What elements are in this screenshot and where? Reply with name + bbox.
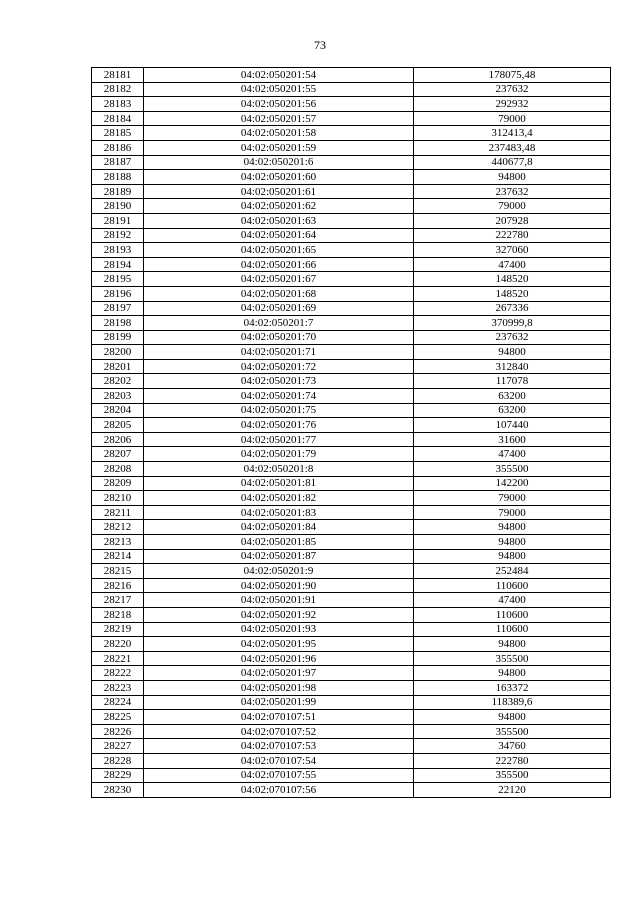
cadastral-number-cell: 04:02:050201:70: [144, 330, 414, 345]
table-row: [92, 68, 611, 83]
table-row: [92, 111, 611, 126]
row-index-cell: 28184: [92, 111, 144, 126]
table-row: [92, 622, 611, 637]
row-index-cell: 28203: [92, 389, 144, 404]
value-cell: 118389,6: [414, 695, 611, 710]
table-row: [92, 316, 611, 331]
cadastral-number-cell: 04:02:050201:81: [144, 476, 414, 491]
table-row: [92, 666, 611, 681]
value-cell: 207928: [414, 213, 611, 228]
value-cell: 237632: [414, 184, 611, 199]
table-row: [92, 462, 611, 477]
row-index-cell: 28189: [92, 184, 144, 199]
row-index-cell: 28186: [92, 140, 144, 155]
row-index-cell: 28213: [92, 535, 144, 550]
row-index-cell: 28215: [92, 564, 144, 579]
value-cell: 94800: [414, 535, 611, 550]
table-row: [92, 155, 611, 170]
row-index-cell: 28208: [92, 462, 144, 477]
cadastral-number-cell: 04:02:050201:56: [144, 97, 414, 112]
page-number: 73: [314, 38, 326, 52]
value-cell: 47400: [414, 447, 611, 462]
value-cell: 370999,8: [414, 316, 611, 331]
row-index-cell: 28207: [92, 447, 144, 462]
cadastral-number-cell: 04:02:050201:63: [144, 213, 414, 228]
value-cell: 94800: [414, 666, 611, 681]
value-cell: 31600: [414, 432, 611, 447]
table-row: [92, 389, 611, 404]
table-row: [92, 432, 611, 447]
table-row: [92, 505, 611, 520]
cadastral-number-cell: 04:02:050201:74: [144, 389, 414, 404]
row-index-cell: 28200: [92, 345, 144, 360]
cadastral-number-cell: 04:02:050201:83: [144, 505, 414, 520]
table-row: [92, 637, 611, 652]
cadastral-number-cell: 04:02:050201:75: [144, 403, 414, 418]
table-row: [92, 783, 611, 798]
value-cell: 237632: [414, 330, 611, 345]
cadastral-number-cell: 04:02:070107:54: [144, 753, 414, 768]
row-index-cell: 28191: [92, 213, 144, 228]
value-cell: 117078: [414, 374, 611, 389]
row-index-cell: 28197: [92, 301, 144, 316]
table-row: [92, 564, 611, 579]
table-row: [92, 753, 611, 768]
row-index-cell: 28218: [92, 607, 144, 622]
table-row: [92, 476, 611, 491]
cadastral-number-cell: 04:02:050201:84: [144, 520, 414, 535]
value-cell: 148520: [414, 272, 611, 287]
cadastral-number-cell: 04:02:050201:60: [144, 170, 414, 185]
cadastral-number-cell: 04:02:050201:67: [144, 272, 414, 287]
table-row: [92, 695, 611, 710]
value-cell: 79000: [414, 491, 611, 506]
cadastral-number-cell: 04:02:050201:6: [144, 155, 414, 170]
value-cell: 178075,48: [414, 68, 611, 83]
table-row: [92, 374, 611, 389]
table-row: [92, 243, 611, 258]
row-index-cell: 28227: [92, 739, 144, 754]
value-cell: 355500: [414, 651, 611, 666]
value-cell: 110600: [414, 578, 611, 593]
row-index-cell: 28187: [92, 155, 144, 170]
cadastral-number-cell: 04:02:050201:61: [144, 184, 414, 199]
value-cell: 222780: [414, 228, 611, 243]
cadastral-number-cell: 04:02:070107:53: [144, 739, 414, 754]
cadastral-number-cell: 04:02:070107:56: [144, 783, 414, 798]
value-cell: 94800: [414, 637, 611, 652]
table-row: [92, 97, 611, 112]
cadastral-number-cell: 04:02:050201:91: [144, 593, 414, 608]
table-row: [92, 126, 611, 141]
value-cell: 22120: [414, 783, 611, 798]
table-row: [92, 710, 611, 725]
cadastral-number-cell: 04:02:050201:58: [144, 126, 414, 141]
cadastral-number-cell: 04:02:070107:55: [144, 768, 414, 783]
value-cell: 94800: [414, 710, 611, 725]
table-row: [92, 535, 611, 550]
cadastral-number-cell: 04:02:050201:93: [144, 622, 414, 637]
value-cell: 355500: [414, 462, 611, 477]
value-cell: 312840: [414, 359, 611, 374]
row-index-cell: 28209: [92, 476, 144, 491]
value-cell: 47400: [414, 593, 611, 608]
value-cell: 148520: [414, 286, 611, 301]
table-row: [92, 170, 611, 185]
value-cell: 63200: [414, 389, 611, 404]
row-index-cell: 28220: [92, 637, 144, 652]
value-cell: 34760: [414, 739, 611, 754]
table-row: [92, 680, 611, 695]
table-row: [92, 140, 611, 155]
table-row: [92, 491, 611, 506]
row-index-cell: 28193: [92, 243, 144, 258]
cadastral-number-cell: 04:02:050201:95: [144, 637, 414, 652]
cadastral-number-cell: 04:02:050201:92: [144, 607, 414, 622]
table-row: [92, 520, 611, 535]
cadastral-number-cell: 04:02:050201:7: [144, 316, 414, 331]
row-index-cell: 28226: [92, 724, 144, 739]
cadastral-number-cell: 04:02:050201:65: [144, 243, 414, 258]
cadastral-number-cell: 04:02:050201:87: [144, 549, 414, 564]
table-row: [92, 359, 611, 374]
row-index-cell: 28228: [92, 753, 144, 768]
row-index-cell: 28205: [92, 418, 144, 433]
row-index-cell: 28214: [92, 549, 144, 564]
row-index-cell: 28194: [92, 257, 144, 272]
cadastral-value-table: [91, 67, 611, 798]
table-row: [92, 286, 611, 301]
cadastral-number-cell: 04:02:050201:54: [144, 68, 414, 83]
table-row: [92, 578, 611, 593]
value-cell: 222780: [414, 753, 611, 768]
value-cell: 94800: [414, 170, 611, 185]
row-index-cell: 28181: [92, 68, 144, 83]
value-cell: 163372: [414, 680, 611, 695]
cadastral-number-cell: 04:02:050201:77: [144, 432, 414, 447]
cadastral-number-cell: 04:02:070107:52: [144, 724, 414, 739]
value-cell: 327060: [414, 243, 611, 258]
value-cell: 237632: [414, 82, 611, 97]
value-cell: 292932: [414, 97, 611, 112]
value-cell: 47400: [414, 257, 611, 272]
table-row: [92, 549, 611, 564]
cadastral-number-cell: 04:02:050201:69: [144, 301, 414, 316]
table-row: [92, 651, 611, 666]
cadastral-number-cell: 04:02:050201:97: [144, 666, 414, 681]
value-cell: 94800: [414, 549, 611, 564]
value-cell: 110600: [414, 607, 611, 622]
row-index-cell: 28225: [92, 710, 144, 725]
cadastral-number-cell: 04:02:050201:64: [144, 228, 414, 243]
row-index-cell: 28183: [92, 97, 144, 112]
table-row: [92, 418, 611, 433]
row-index-cell: 28199: [92, 330, 144, 345]
row-index-cell: 28196: [92, 286, 144, 301]
value-cell: 312413,4: [414, 126, 611, 141]
cadastral-number-cell: 04:02:050201:73: [144, 374, 414, 389]
value-cell: 142200: [414, 476, 611, 491]
cadastral-number-cell: 04:02:050201:9: [144, 564, 414, 579]
table-body: [92, 68, 611, 798]
row-index-cell: 28219: [92, 622, 144, 637]
row-index-cell: 28223: [92, 680, 144, 695]
row-index-cell: 28192: [92, 228, 144, 243]
cadastral-number-cell: 04:02:050201:99: [144, 695, 414, 710]
table-row: [92, 199, 611, 214]
table-row: [92, 228, 611, 243]
row-index-cell: 28221: [92, 651, 144, 666]
cadastral-number-cell: 04:02:050201:66: [144, 257, 414, 272]
row-index-cell: 28198: [92, 316, 144, 331]
value-cell: 107440: [414, 418, 611, 433]
row-index-cell: 28212: [92, 520, 144, 535]
row-index-cell: 28190: [92, 199, 144, 214]
row-index-cell: 28195: [92, 272, 144, 287]
table-row: [92, 345, 611, 360]
table-row: [92, 768, 611, 783]
row-index-cell: 28206: [92, 432, 144, 447]
value-cell: 79000: [414, 111, 611, 126]
cadastral-number-cell: 04:02:050201:76: [144, 418, 414, 433]
row-index-cell: 28204: [92, 403, 144, 418]
row-index-cell: 28210: [92, 491, 144, 506]
value-cell: 94800: [414, 345, 611, 360]
cadastral-number-cell: 04:02:050201:72: [144, 359, 414, 374]
table-row: [92, 184, 611, 199]
table-row: [92, 330, 611, 345]
row-index-cell: 28230: [92, 783, 144, 798]
cadastral-number-cell: 04:02:050201:57: [144, 111, 414, 126]
value-cell: 94800: [414, 520, 611, 535]
cadastral-number-cell: 04:02:050201:62: [144, 199, 414, 214]
table-row: [92, 447, 611, 462]
row-index-cell: 28222: [92, 666, 144, 681]
table-row: [92, 213, 611, 228]
table-row: [92, 301, 611, 316]
row-index-cell: 28217: [92, 593, 144, 608]
row-index-cell: 28229: [92, 768, 144, 783]
value-cell: 355500: [414, 768, 611, 783]
value-cell: 63200: [414, 403, 611, 418]
row-index-cell: 28185: [92, 126, 144, 141]
table-row: [92, 724, 611, 739]
value-cell: 267336: [414, 301, 611, 316]
table-row: [92, 272, 611, 287]
table-row: [92, 593, 611, 608]
cadastral-number-cell: 04:02:070107:51: [144, 710, 414, 725]
table-row: [92, 739, 611, 754]
value-cell: 110600: [414, 622, 611, 637]
table-row: [92, 607, 611, 622]
cadastral-number-cell: 04:02:050201:96: [144, 651, 414, 666]
cadastral-number-cell: 04:02:050201:85: [144, 535, 414, 550]
cadastral-number-cell: 04:02:050201:79: [144, 447, 414, 462]
row-index-cell: 28216: [92, 578, 144, 593]
row-index-cell: 28202: [92, 374, 144, 389]
row-index-cell: 28211: [92, 505, 144, 520]
cadastral-number-cell: 04:02:050201:90: [144, 578, 414, 593]
table-row: [92, 82, 611, 97]
value-cell: 79000: [414, 505, 611, 520]
row-index-cell: 28182: [92, 82, 144, 97]
cadastral-number-cell: 04:02:050201:82: [144, 491, 414, 506]
row-index-cell: 28224: [92, 695, 144, 710]
value-cell: 79000: [414, 199, 611, 214]
row-index-cell: 28188: [92, 170, 144, 185]
cadastral-number-cell: 04:02:050201:98: [144, 680, 414, 695]
value-cell: 440677,8: [414, 155, 611, 170]
cadastral-number-cell: 04:02:050201:68: [144, 286, 414, 301]
table-row: [92, 257, 611, 272]
row-index-cell: 28201: [92, 359, 144, 374]
cadastral-number-cell: 04:02:050201:59: [144, 140, 414, 155]
cadastral-number-cell: 04:02:050201:71: [144, 345, 414, 360]
cadastral-number-cell: 04:02:050201:8: [144, 462, 414, 477]
value-cell: 237483,48: [414, 140, 611, 155]
cadastral-number-cell: 04:02:050201:55: [144, 82, 414, 97]
table-row: [92, 403, 611, 418]
value-cell: 252484: [414, 564, 611, 579]
value-cell: 355500: [414, 724, 611, 739]
